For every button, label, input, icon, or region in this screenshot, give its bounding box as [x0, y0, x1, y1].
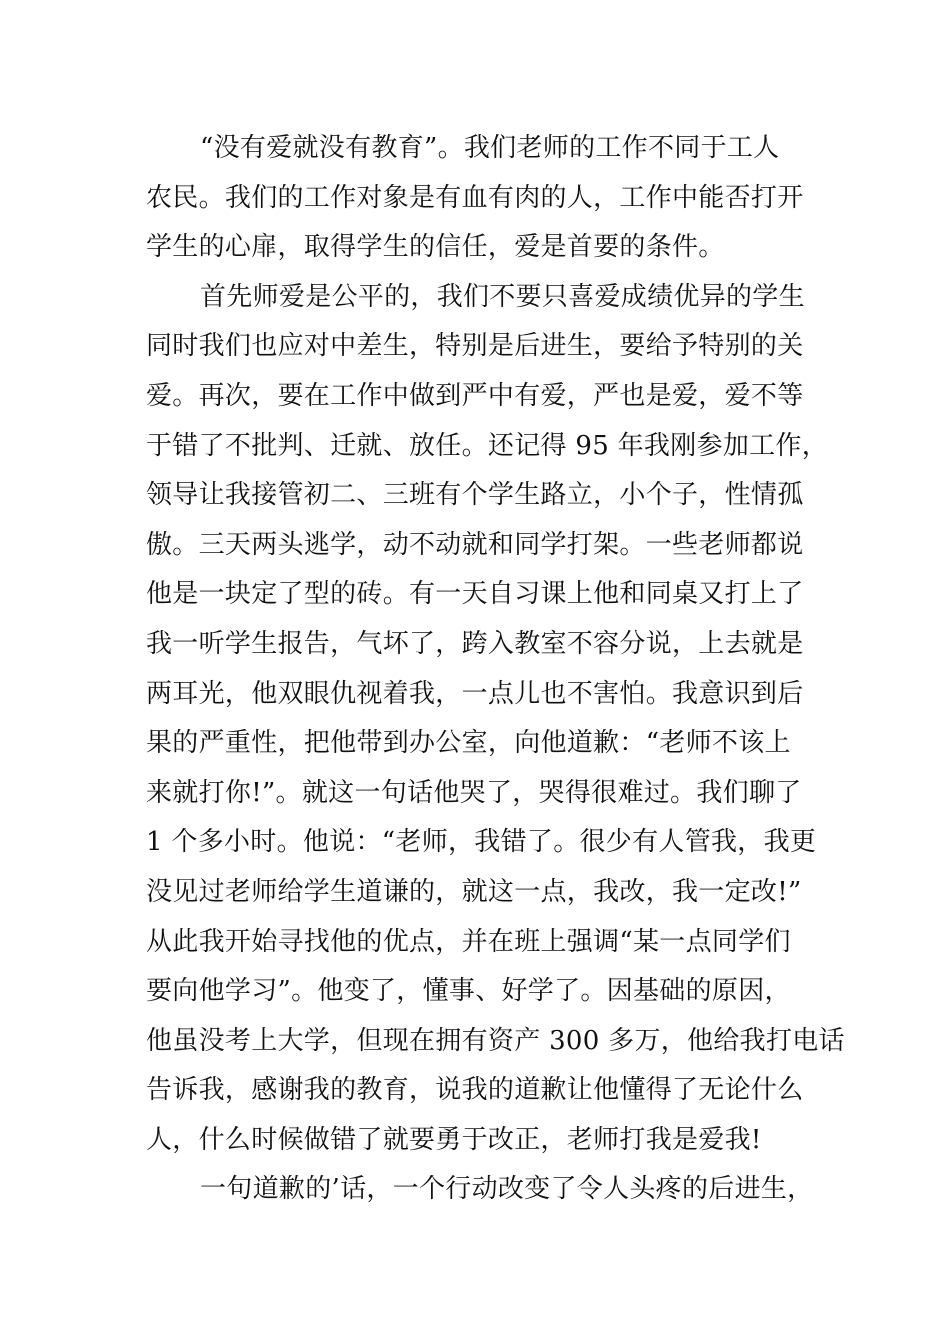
- paragraph-line: 领导让我接管初二、三班有个学生路立，小个子，性情孤: [146, 480, 804, 511]
- paragraph-line: 从此我开始寻找他的优点，并在班上强调“某一点同学们: [146, 926, 791, 957]
- paragraph-line: 1 个多小时。他说：“老师，我错了。很少有人管我，我更: [146, 827, 817, 858]
- paragraph-1: [146, 124, 846, 273]
- paragraph-3: [146, 1165, 846, 1215]
- paragraph-2: [146, 273, 846, 1166]
- paragraph-line: “没有爱就没有教育”。我们老师的工作不同于工人: [200, 133, 780, 163]
- paragraph-line: 于错了不批判、迁就、放任。还记得 95 年我刚参加工作，: [146, 430, 829, 461]
- document-body: [146, 124, 846, 1215]
- paragraph-line: 学生的心扉，取得学生的信任，爱是首要的条件。: [146, 232, 725, 263]
- paragraph-line: 首先师爱是公平的，我们不要只喜爱成绩优异的学生: [200, 281, 805, 312]
- paragraph-line: 来就打你!”。就这一句话他哭了，哭得很难过。我们聊了: [146, 777, 802, 808]
- paragraph-line: 他虽没考上大学，但现在拥有资产 300 多万，他给我打电话: [146, 1025, 845, 1056]
- paragraph-line: 农民。我们的工作对象是有血有肉的人，工作中能否打开: [146, 182, 804, 213]
- paragraph-line: 我一听学生报告，气坏了，跨入教室不容分说，上去就是: [146, 628, 804, 659]
- paragraph-line: 他是一块定了型的砖。有一天自习课上他和同桌又打上了: [146, 579, 804, 610]
- paragraph-line: 一句道歉的’话，一个行动改变了令人头疼的后进生，: [200, 1174, 814, 1205]
- paragraph-line: 人，什么时候做错了就要勇于改正，老师打我是爱我!: [146, 1124, 762, 1155]
- paragraph-line: 同时我们也应对中差生，特别是后进生，要给予特别的关: [146, 331, 804, 362]
- paragraph-line: 两耳光，他双眼仇视着我，一点儿也不害怕。我意识到后: [146, 678, 804, 709]
- paragraph-line: 果的严重性，把他带到办公室，向他道歉：“老师不该上: [146, 728, 791, 759]
- paragraph-line: 告诉我，感谢我的教育，说我的道歉让他懂得了无论什么: [146, 1075, 804, 1106]
- paragraph-line: 爱。再次，要在工作中做到严中有爱，严也是爱，爱不等: [146, 380, 804, 411]
- paragraph-line: 要向他学习”。他变了，懂事、好学了。因基础的原因，: [146, 976, 791, 1007]
- paragraph-line: 傲。三天两头逃学，动不动就和同学打架。一些老师都说: [146, 529, 804, 560]
- paragraph-line: 没见过老师给学生道谦的，就这一点，我改，我一定改!”: [146, 876, 802, 907]
